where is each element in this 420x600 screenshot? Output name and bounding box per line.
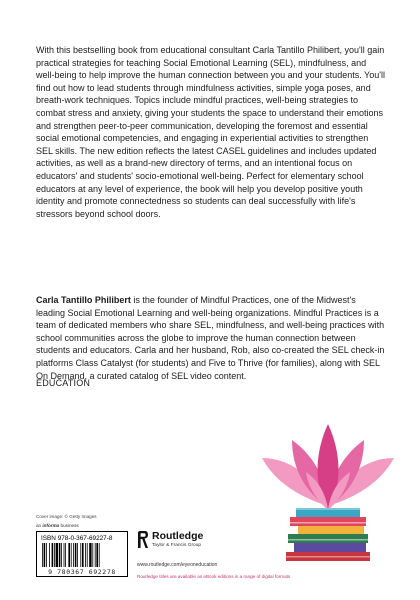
publisher-subtitle: Taylor & Francis Group [152, 543, 202, 548]
book-5 [294, 543, 366, 552]
routledge-logo-icon [136, 530, 149, 550]
informa-brand: informa [42, 523, 60, 528]
author-bio [36, 294, 386, 382]
isbn-barcode [36, 531, 128, 577]
isbn-label: ISBN 978-0-367-69227-8 [41, 535, 113, 542]
author-bio-text: is the founder of Mindful Practices, one of the Midwest's leading Social Emotional Learning and well-being organizations. Mindful Practices is a team of dedicated members who share SEL, mindfulness, and well-being practices with school communities across the globe to improve the human connection between students and educators. Carla and her husband, Rob, also co-created the SEL check-in platforms Class Catalyst (for students) and Five to Thrive (for families), along with SEL On Demand, a curated catalog of SEL video content. [36, 295, 385, 381]
informa-imprint: an informa business [36, 523, 79, 528]
ebook-availability-note: Routledge titles are available as eBook editions in a range of digital formats [137, 574, 291, 579]
book-4 [288, 534, 368, 543]
barcode-bar [99, 543, 100, 567]
cover-image-credit: Cover image: © Getty Images [36, 514, 97, 519]
barcode-bar [73, 543, 74, 567]
barcode-bar [71, 543, 72, 567]
barcode-bar [46, 543, 47, 567]
publisher-logo [136, 530, 276, 560]
barcode-bar [49, 543, 50, 567]
publisher-website: www.routledge.com/eyeoneducation [137, 562, 218, 568]
barcode-bar [61, 543, 62, 567]
barcode-bar [85, 543, 86, 567]
barcode-bar [56, 543, 58, 567]
barcode-bar [44, 543, 46, 567]
barcode-bar [59, 543, 61, 567]
publisher-name: Routledge [152, 530, 204, 542]
barcode-bars [42, 543, 124, 567]
barcode-bar [92, 543, 93, 567]
barcode-bar [80, 543, 81, 567]
subject-category: EDUCATION [36, 378, 91, 388]
book-2 [290, 517, 366, 526]
barcode-bar [96, 543, 98, 567]
barcode-bar [64, 543, 65, 567]
barcode-bar [52, 543, 54, 567]
barcode-bar [82, 543, 84, 567]
barcode-bar [87, 543, 88, 567]
barcode-bar [89, 543, 91, 567]
book-description: With this bestselling book from educational consultant Carla Tantillo Philibert, you'll gain practical strategies for teaching Social Emotional Learning (SEL), mindfulness, and well-being to help improve the human connection between you and your students. You'll find out how to lead students through mindfulness activities, simple yoga poses, and breath-work techniques. Topics include mindful practices, well-being strategies to combat stress and anxiety, giving your students the space to understand their emotions and strengthen peer-to-peer communication, developing the foremost and essential social emotional competencies, and engaging in experiential activities to strengthen SEL skills. The new edition reflects the latest CASEL guidelines and includes updated activities, as well as a brand-new directory of terms, and an intentional focus on educators' and students' socio-emotional well-being. Perfect for elementary school educators at any level of experience, the book will help you develop positive youth identity and promote connectedness so students can deal successfully with life's stressors beyond school doors. [36, 45, 385, 219]
book-3 [298, 526, 364, 534]
barcode-bar [42, 543, 43, 567]
barcode-bar [95, 543, 96, 567]
barcode-bar [75, 543, 77, 567]
barcode-bar [68, 543, 70, 567]
author-name: Carla Tantillo Philibert [36, 295, 131, 305]
barcode-number: 9 780367 692278 [48, 568, 116, 576]
barcode-bar [65, 543, 66, 567]
barcode-bar [77, 543, 78, 567]
barcode-bar [54, 543, 55, 567]
